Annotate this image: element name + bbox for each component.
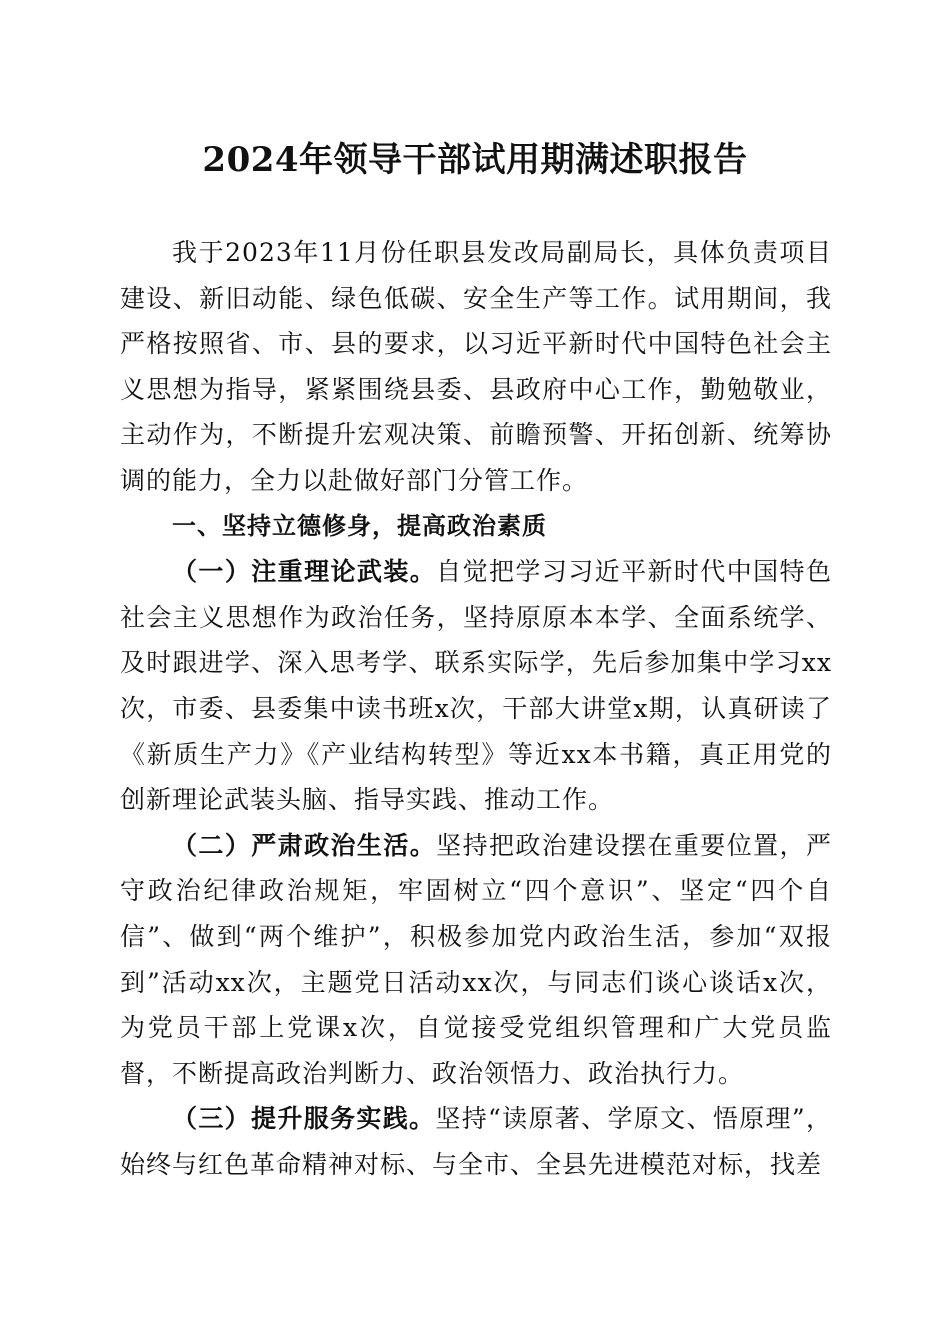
section-item-1 [120, 549, 832, 823]
item-3-label: （三）提升服务实践。 [172, 1104, 436, 1134]
section-heading: 一、坚持立德修身，提高政治素质 [172, 511, 547, 540]
section-item-2 [120, 823, 832, 1097]
item-3-text: 坚持“读原著、学原文、悟原理”，始终与红色革命精神对标、与全市、全县先进模范对标，找差 [120, 1104, 832, 1179]
item-1-text: 自觉把学习习近平新时代中国特色社会主义思想作为政治任务，坚持原原本本学、全面系统学、及时跟进学、深入思考学、联系实际学，先后参加集中学习xx次，市委、县委集中读书班x次，干部大讲堂x期，认真研读了《新质生产力》《产业结构转型》等近xx本书籍，真正用党的创新理论武装头脑、指导实践、推动工作。 [120, 557, 832, 815]
item-2-text: 坚持把政治建设摆在重要位置，严守政治纪律政治规矩，牢固树立“四个意识”、坚定“四个自信”、做到“两个维护”，积极参加党内政治生活，参加“双报到”活动xx次，主题党日活动xx次，与同志们谈心谈话x次，为党员干部上党课x次，自觉接受党组织管理和广大党员监督，不断提高政治判断力、政治领悟力、政治执行力。 [120, 830, 832, 1088]
item-1-label: （一）注重理论武装。 [172, 557, 437, 587]
item-2-label: （二）严肃政治生活。 [172, 830, 437, 860]
intro-paragraph: 我于2023年11月份任职县发改局副局长，具体负责项目建设、新旧动能、绿色低碳、安全生产等工作。试用期间，我严格按照省、市、县的要求，以习近平新时代中国特色社会主义思想为指导，紧紧围绕县委、县政府中心工作，勤勉敬业，主动作为，不断提升宏观决策、前瞻预警、开拓创新、统筹协调的能力，全力以赴做好部门分管工作。 [120, 238, 832, 495]
section-item-3 [120, 1096, 832, 1187]
document-title: 2024年领导干部试用期满述职报告 [202, 140, 748, 180]
document-body [120, 230, 832, 1187]
